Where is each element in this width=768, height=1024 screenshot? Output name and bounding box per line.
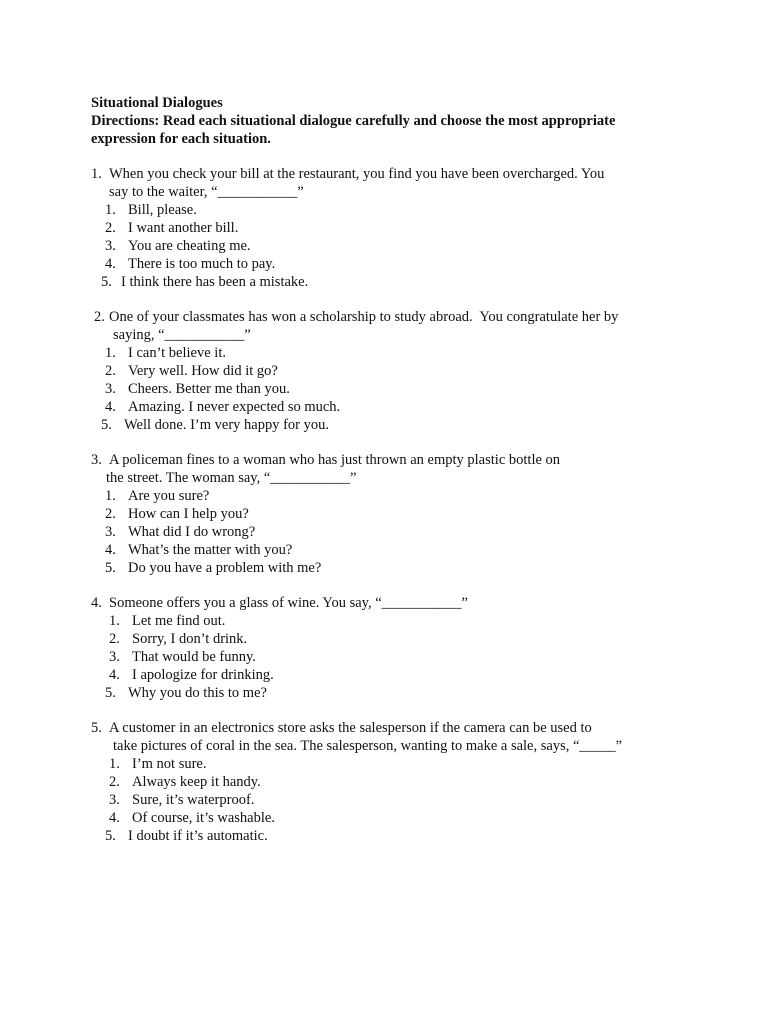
option-text: Why you do this to me? xyxy=(128,685,267,701)
question-text: One of your classmates has won a scholarship to study abroad. You congratulate her by xyxy=(109,309,619,325)
option-number: 3. xyxy=(105,381,116,397)
option-text: Are you sure? xyxy=(128,488,210,504)
option-number: 1. xyxy=(105,345,116,361)
option-text: Sure, it’s waterproof. xyxy=(132,792,255,808)
option-text: Bill, please. xyxy=(128,202,197,218)
option-text: Do you have a problem with me? xyxy=(128,560,322,576)
directions-line-1: Directions: Read each situational dialogue carefully and choose the most appropriate xyxy=(91,113,616,129)
option-number: 1. xyxy=(109,613,120,629)
option-text: I doubt if it’s automatic. xyxy=(128,828,268,844)
option-text: Amazing. I never expected so much. xyxy=(128,399,341,415)
option-number: 4. xyxy=(109,810,120,826)
option-number: 1. xyxy=(105,488,116,504)
question-text: A customer in an electronics store asks the salesperson if the camera can be used to xyxy=(109,720,592,736)
option-number: 5. xyxy=(105,685,116,701)
option-number: 5. xyxy=(105,828,116,844)
option-number: 4. xyxy=(109,667,120,683)
option-number: 3. xyxy=(105,524,116,540)
option-text: I want another bill. xyxy=(128,220,239,236)
question-text-continued: take pictures of coral in the sea. The salesperson, wanting to make a sale, says, “_____” xyxy=(113,738,623,754)
question-number: 3. xyxy=(91,452,102,468)
option-text: Of course, it’s washable. xyxy=(132,810,275,826)
option-number: 5. xyxy=(101,417,112,433)
option-text: There is too much to pay. xyxy=(128,256,276,272)
option-number: 4. xyxy=(105,399,116,415)
option-text: You are cheating me. xyxy=(128,238,251,254)
option-text: I’m not sure. xyxy=(132,756,207,772)
option-number: 1. xyxy=(105,202,116,218)
question-text: Someone offers you a glass of wine. You say, “___________” xyxy=(109,595,468,611)
option-number: 2. xyxy=(109,774,120,790)
option-text: Well done. I’m very happy for you. xyxy=(124,417,329,433)
option-text: I apologize for drinking. xyxy=(132,667,274,683)
option-text: What’s the matter with you? xyxy=(128,542,293,558)
option-number: 5. xyxy=(101,274,112,290)
question-number: 2. xyxy=(94,309,105,325)
option-text: Sorry, I don’t drink. xyxy=(132,631,248,647)
option-text: Cheers. Better me than you. xyxy=(128,381,290,397)
option-number: 3. xyxy=(109,649,120,665)
option-number: 3. xyxy=(105,238,116,254)
option-number: 2. xyxy=(109,631,120,647)
question-text-continued: saying, “___________” xyxy=(113,327,251,343)
document-title: Situational Dialogues xyxy=(91,95,223,111)
option-number: 4. xyxy=(105,542,116,558)
option-text: I can’t believe it. xyxy=(128,345,226,361)
option-text: I think there has been a mistake. xyxy=(121,274,309,290)
question-number: 1. xyxy=(91,166,102,182)
option-number: 2. xyxy=(105,220,116,236)
option-number: 1. xyxy=(109,756,120,772)
directions-line-2: expression for each situation. xyxy=(91,131,271,147)
question-text-continued: say to the waiter, “___________” xyxy=(109,184,304,200)
option-number: 4. xyxy=(105,256,116,272)
option-number: 2. xyxy=(105,363,116,379)
option-text: Let me find out. xyxy=(132,613,226,629)
option-text: That would be funny. xyxy=(132,649,256,665)
option-text: Always keep it handy. xyxy=(132,774,261,790)
option-number: 2. xyxy=(105,506,116,522)
option-text: What did I do wrong? xyxy=(128,524,256,540)
option-number: 3. xyxy=(109,792,120,808)
question-number: 4. xyxy=(91,595,102,611)
question-text: When you check your bill at the restaurant, you find you have been overcharged. You xyxy=(109,166,605,182)
option-text: Very well. How did it go? xyxy=(128,363,278,379)
option-number: 5. xyxy=(105,560,116,576)
question-text-continued: the street. The woman say, “___________” xyxy=(106,470,357,486)
option-text: How can I help you? xyxy=(128,506,249,522)
question-number: 5. xyxy=(91,720,102,736)
question-text: A policeman fines to a woman who has just thrown an empty plastic bottle on xyxy=(109,452,561,468)
